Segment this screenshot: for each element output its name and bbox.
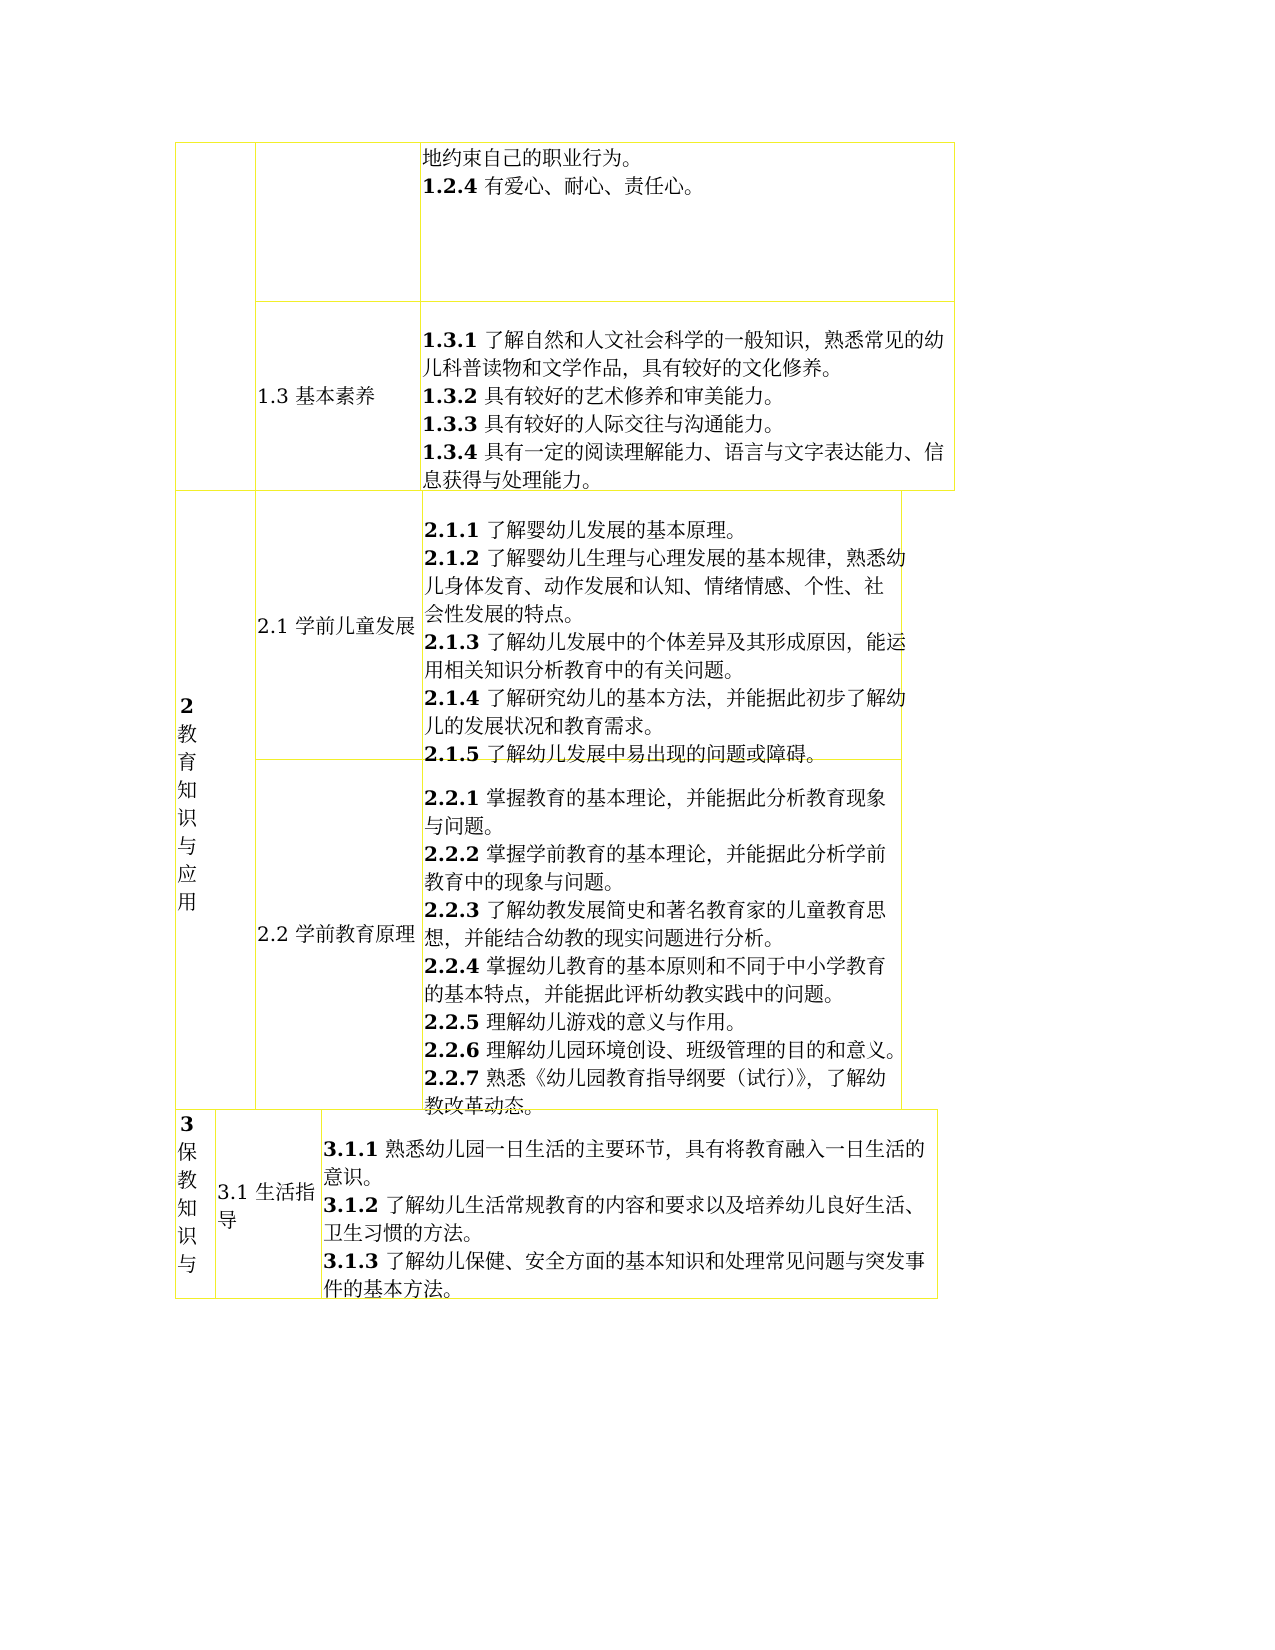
content-line: 儿的发展状况和教育需求。 bbox=[424, 714, 664, 738]
content-line: 2.1.4 了解研究幼儿的基本方法，并能据此初步了解幼 bbox=[424, 686, 907, 710]
section1-col1-cell bbox=[175, 142, 256, 491]
content-line: 1.3.4 具有一定的阅读理解能力、语言与文字表达能力、信 bbox=[422, 440, 945, 464]
content-line: 用相关知识分析教育中的有关问题。 bbox=[424, 658, 744, 682]
content-line: 教育中的现象与问题。 bbox=[424, 870, 624, 894]
row-1-3-content bbox=[422, 326, 944, 494]
content-line: 2.1.1 了解婴幼儿发展的基本原理。 bbox=[424, 518, 747, 542]
section3-title: 3 保 教 知 识 与 bbox=[177, 1112, 197, 1276]
content-line: 与问题。 bbox=[424, 814, 504, 838]
content-line: 教改革动态。 bbox=[424, 1094, 544, 1118]
content-line: 儿身体发育、动作发展和认知、情绪情感、个性、社 bbox=[424, 574, 884, 598]
row-2-1-label: 2.1 学前儿童发展 bbox=[257, 614, 416, 638]
content-line: 2.2.2 掌握学前教育的基本理论，并能据此分析学前 bbox=[424, 842, 887, 866]
content-line: 想，并能结合幼教的现实问题进行分析。 bbox=[424, 926, 784, 950]
content-line: 2.1.2 了解婴幼儿生理与心理发展的基本规律，熟悉幼 bbox=[424, 546, 907, 570]
content-line: 会性发展的特点。 bbox=[424, 602, 584, 626]
row-1-2-label-cell bbox=[255, 142, 421, 302]
row-3-1-label: 3.1 生活指 导 bbox=[217, 1180, 316, 1232]
row-1-3-label: 1.3 基本素养 bbox=[257, 384, 376, 408]
content-line: 儿科普读物和文学作品，具有较好的文化修养。 bbox=[422, 356, 842, 380]
content-line: 2.2.6 理解幼儿园环境创设、班级管理的目的和意义。 bbox=[424, 1038, 907, 1062]
row-2-2-content bbox=[424, 784, 906, 1120]
content-line: 1.2.4 有爱心、耐心、责任心。 bbox=[422, 174, 705, 198]
content-line: 1.3.2 具有较好的艺术修养和审美能力。 bbox=[422, 384, 785, 408]
row-1-2-content bbox=[422, 144, 704, 200]
row-2-1-content bbox=[424, 516, 906, 768]
content-line: 3.1.3 了解幼儿保健、安全方面的基本知识和处理常见问题与突发事 bbox=[323, 1249, 926, 1273]
row-2-2-label: 2.2 学前教育原理 bbox=[257, 922, 416, 946]
row-3-1-content bbox=[323, 1135, 925, 1303]
content-line: 的基本特点，并能据此评析幼教实践中的问题。 bbox=[424, 982, 844, 1006]
content-line: 3.1.1 熟悉幼儿园一日生活的主要环节，具有将教育融入一日生活的 bbox=[323, 1137, 926, 1161]
content-line: 2.1.5 了解幼儿发展中易出现的问题或障碍。 bbox=[424, 742, 827, 766]
content-line: 2.2.5 理解幼儿游戏的意义与作用。 bbox=[424, 1010, 747, 1034]
content-line: 息获得与处理能力。 bbox=[422, 468, 602, 492]
content-line: 件的基本方法。 bbox=[323, 1277, 463, 1301]
section2-title: 2 教 育 知 识 与 应 用 bbox=[177, 694, 197, 914]
content-line: 2.2.3 了解幼教发展简史和著名教育家的儿童教育思 bbox=[424, 898, 887, 922]
content-line: 1.3.1 了解自然和人文社会科学的一般知识，熟悉常见的幼 bbox=[422, 328, 945, 352]
content-line: 2.2.4 掌握幼儿教育的基本原则和不同于中小学教育 bbox=[424, 954, 887, 978]
content-line: 3.1.2 了解幼儿生活常规教育的内容和要求以及培养幼儿良好生活、 bbox=[323, 1193, 926, 1217]
content-line: 2.1.3 了解幼儿发展中的个体差异及其形成原因，能运 bbox=[424, 630, 907, 654]
content-line: 地约束自己的职业行为。 bbox=[422, 146, 642, 170]
content-line: 意识。 bbox=[323, 1165, 383, 1189]
content-line: 2.2.7 熟悉《幼儿园教育指导纲要（试行）》，了解幼 bbox=[424, 1066, 887, 1090]
content-line: 2.2.1 掌握教育的基本理论，并能据此分析教育现象 bbox=[424, 786, 887, 810]
content-line: 卫生习惯的方法。 bbox=[323, 1221, 483, 1245]
content-line: 1.3.3 具有较好的人际交往与沟通能力。 bbox=[422, 412, 785, 436]
